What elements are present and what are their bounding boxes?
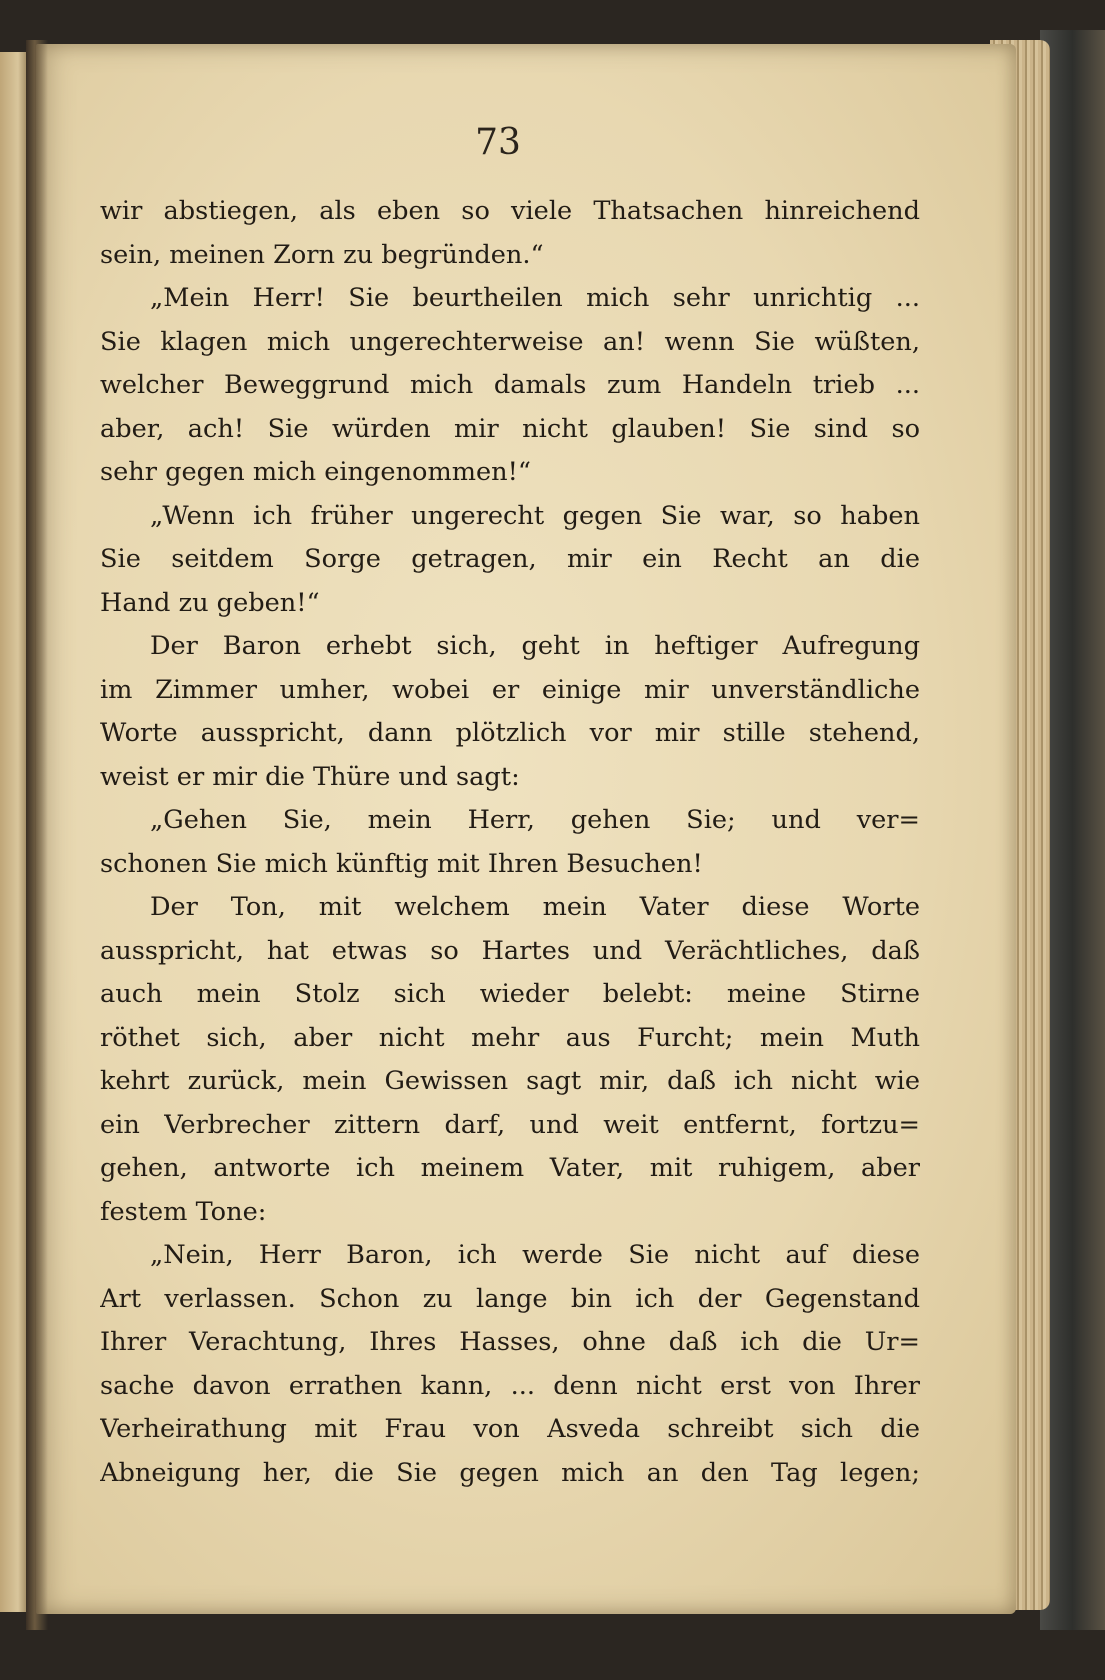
text-line: ein Verbrecher zittern darf, und weit entfernt, fortzu= <box>100 1109 920 1140</box>
text-line: im Zimmer umher, wobei er einige mir unverständliche <box>100 674 920 705</box>
spine-shadow <box>26 40 48 1630</box>
text-line: welcher Beweggrund mich damals zum Handeln trieb ... <box>100 370 920 400</box>
text-line: sein, meinen Zorn zu begründen.“ <box>100 239 544 270</box>
text-line: „Wenn ich früher ungerecht gegen Sie war, so haben <box>150 500 920 531</box>
text-line: „Nein, Herr Baron, ich werde Sie nicht auf diese <box>150 1240 920 1270</box>
text-line: weist er mir die Thüre und sagt: <box>100 761 520 792</box>
text-line: aber, ach! Sie würden mir nicht glauben! Sie sind so <box>100 413 920 444</box>
text-line: auch mein Stolz sich wieder belebt: meine Stirne <box>100 979 920 1009</box>
text-line: Der Ton, mit welchem mein Vater diese Worte <box>150 892 920 922</box>
text-line: Sie seitdem Sorge getragen, mir ein Recht an die <box>100 544 920 574</box>
text-line: sache davon errathen kann, ... denn nicht erst von Ihrer <box>100 1370 920 1401</box>
text-line: röthet sich, aber nicht mehr aus Furcht; mein Muth <box>100 1022 920 1053</box>
text-line: Abneigung her, die Sie gegen mich an den Tag legen; <box>100 1457 920 1488</box>
text-line: Der Baron erhebt sich, geht in heftiger Aufregung <box>150 631 920 661</box>
text-line: sehr gegen mich eingenommen!“ <box>100 457 531 487</box>
text-line: wir abstiegen, als eben so viele Thatsachen hinreichend <box>100 196 920 226</box>
text-line: Ihrer Verachtung, Ihres Hasses, ohne daß ich die Ur= <box>100 1327 920 1357</box>
text-line: Art verlassen. Schon zu lange bin ich der Gegenstand <box>100 1283 920 1314</box>
text-line: Hand zu geben!“ <box>100 587 320 618</box>
text-line: ausspricht, hat etwas so Hartes und Verächtliches, daß <box>100 935 920 966</box>
page-number: 73 <box>475 122 521 163</box>
text-line: schonen Sie mich künftig mit Ihren Besuchen! <box>100 848 703 879</box>
text-line: gehen, antworte ich meinem Vater, mit ruhigem, aber <box>100 1153 920 1183</box>
page-text-block <box>100 190 920 1495</box>
text-line: festem Tone: <box>100 1196 267 1227</box>
text-line: kehrt zurück, mein Gewissen sagt mir, daß ich nicht wie <box>100 1066 920 1096</box>
book-page <box>36 44 1016 1614</box>
text-line: „Gehen Sie, mein Herr, gehen Sie; und ver= <box>150 805 920 835</box>
text-line: Worte ausspricht, dann plötzlich vor mir stille stehend, <box>100 718 920 748</box>
text-line: „Mein Herr! Sie beurtheilen mich sehr unrichtig ... <box>150 283 920 313</box>
text-line: Verheirathung mit Frau von Asveda schreibt sich die <box>100 1414 920 1444</box>
text-line: Sie klagen mich ungerechterweise an! wenn Sie wüßten, <box>100 326 920 357</box>
